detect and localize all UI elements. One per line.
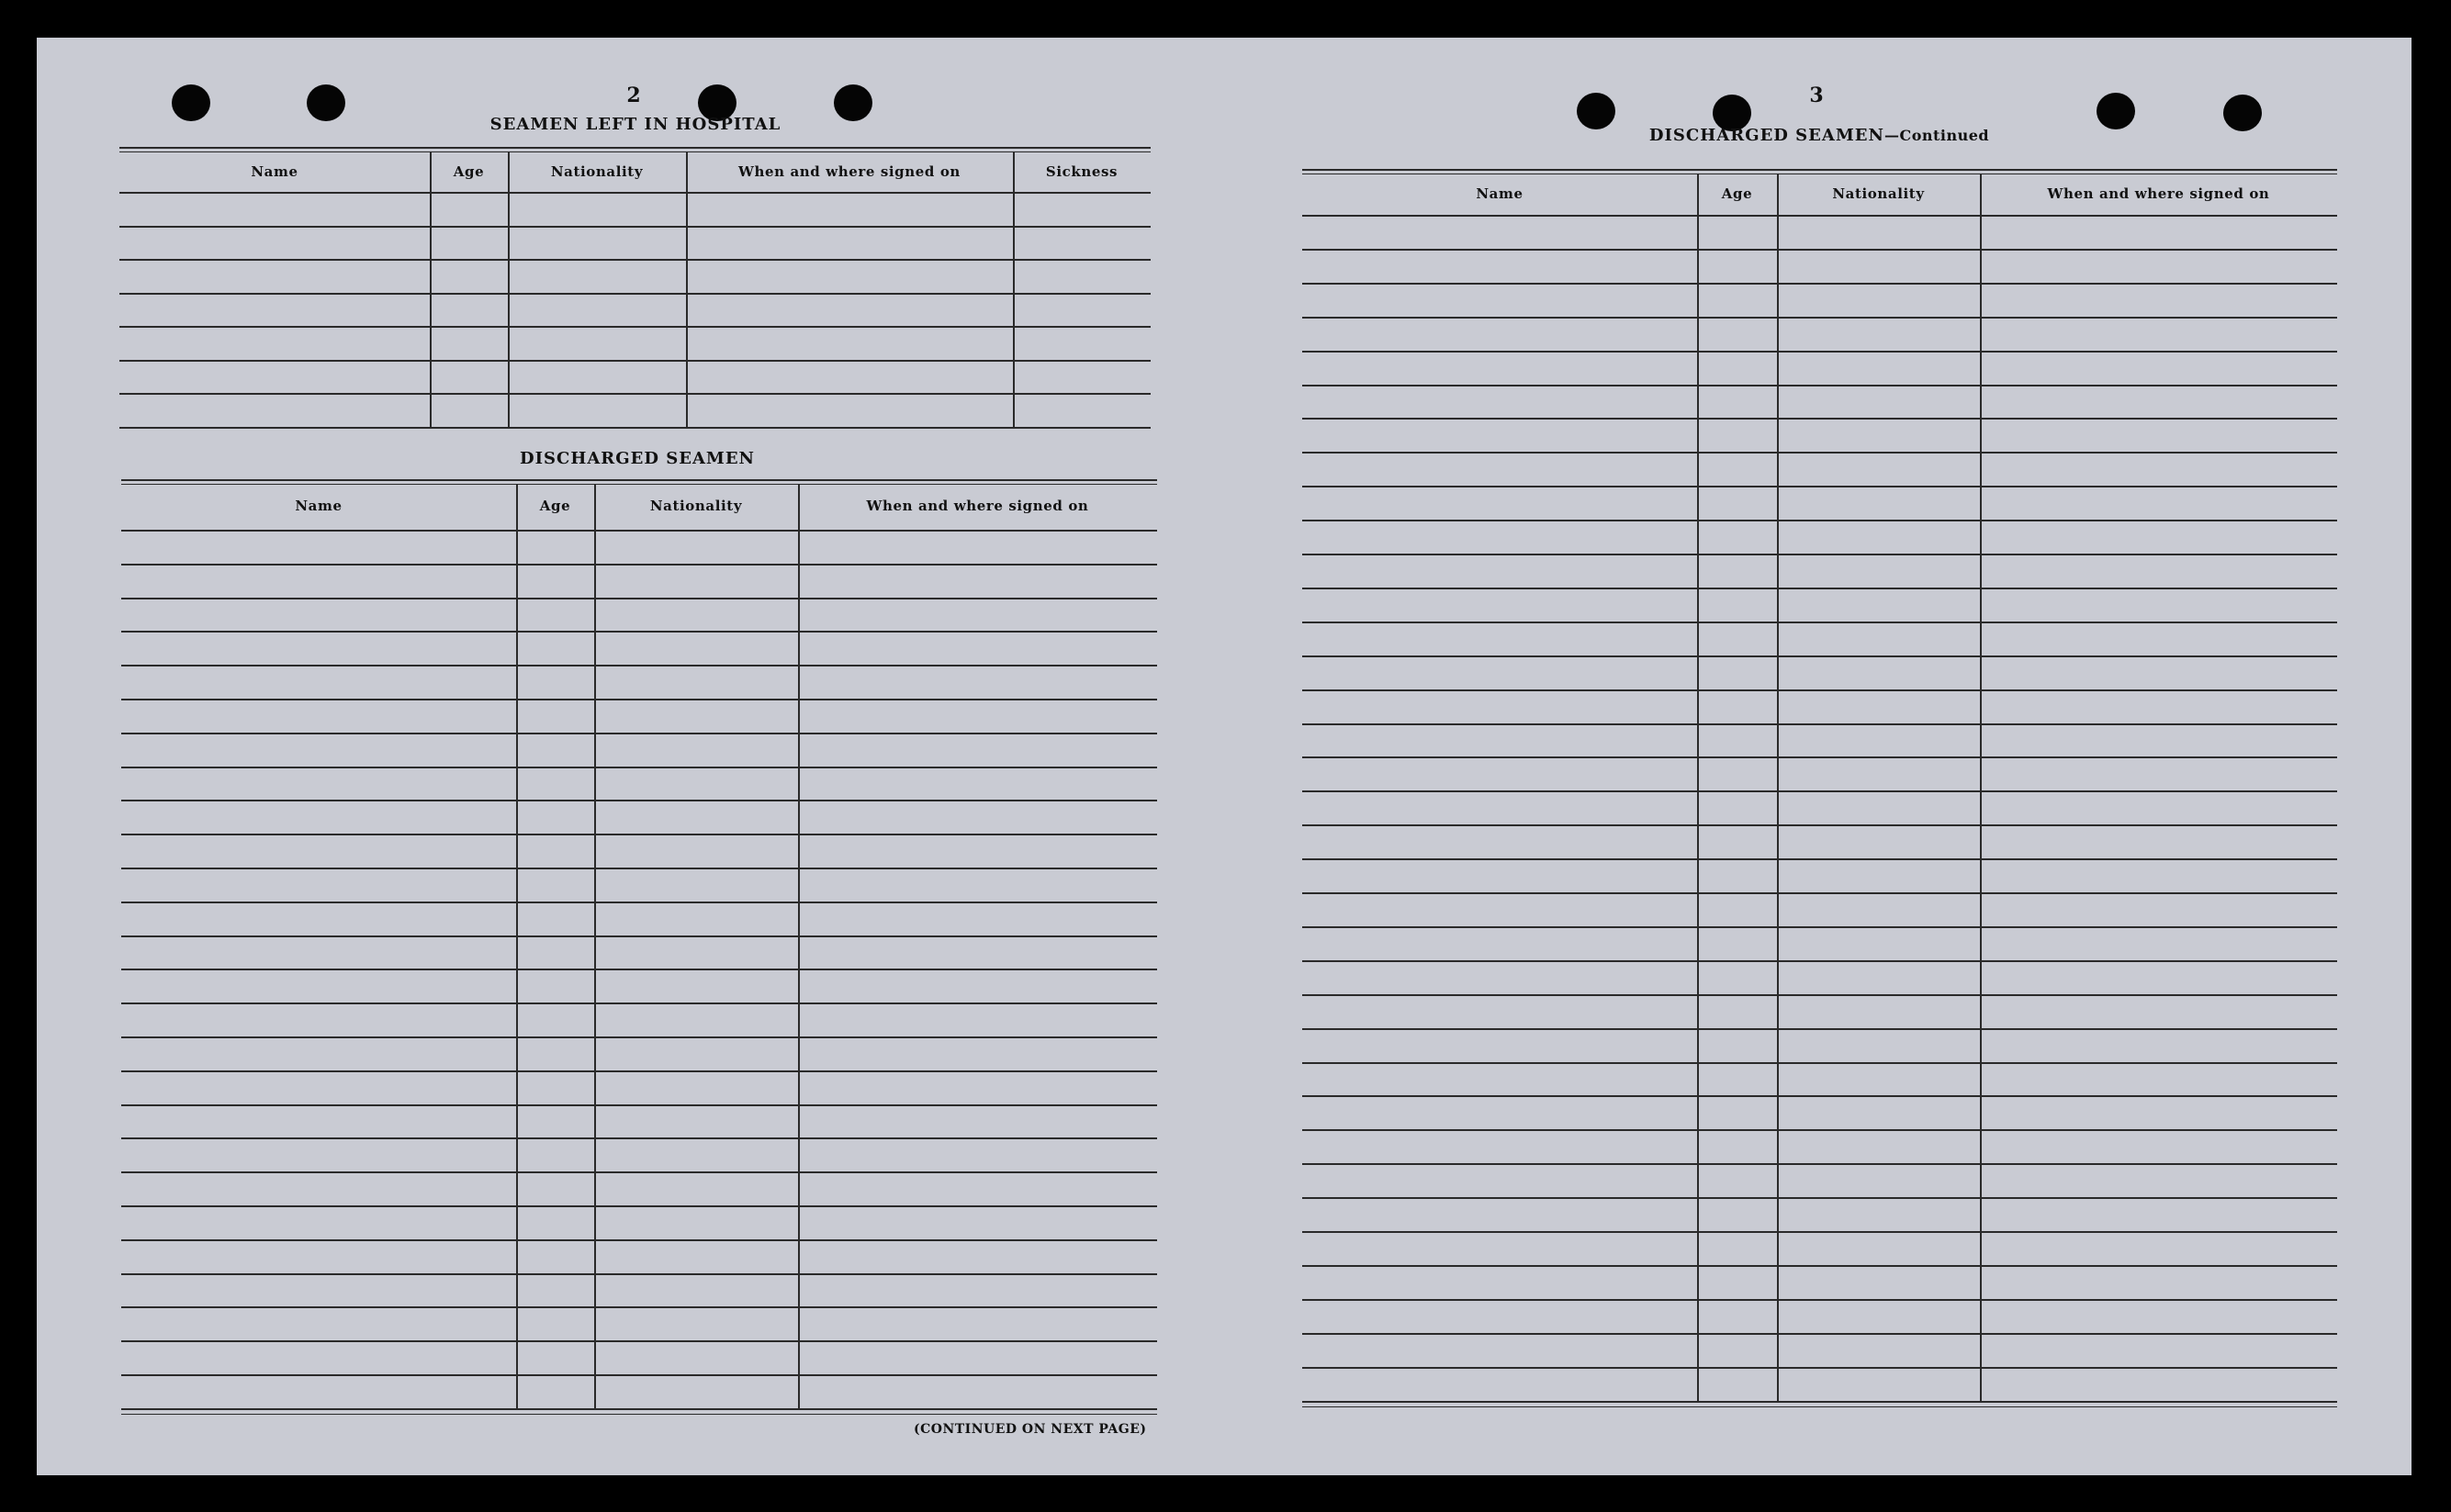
row-rule xyxy=(1302,418,2337,420)
row-rule xyxy=(121,699,1157,700)
table-bottom-rule xyxy=(1302,1406,2337,1407)
row-rule xyxy=(1302,249,2337,251)
row-rule xyxy=(1302,385,2337,386)
row-rule xyxy=(121,1137,1157,1139)
row-rule xyxy=(1302,1231,2337,1233)
row-rule xyxy=(1302,588,2337,589)
discharged-continued-title-main: DISCHARGED SEAMEN xyxy=(1648,126,1884,145)
punch-hole xyxy=(834,84,872,121)
row-rule xyxy=(1302,1367,2337,1369)
row-rule xyxy=(121,665,1157,666)
row-rule xyxy=(1302,1129,2337,1131)
column-header: When and where signed on xyxy=(738,163,961,180)
row-rule xyxy=(121,1104,1157,1106)
row-rule xyxy=(121,1171,1157,1173)
column-divider xyxy=(430,152,432,427)
row-rule xyxy=(1302,756,2337,758)
row-rule xyxy=(119,360,1151,362)
row-rule xyxy=(121,1070,1157,1072)
punch-hole xyxy=(1577,93,1615,129)
row-rule xyxy=(121,1273,1157,1275)
row-rule xyxy=(121,935,1157,937)
row-rule xyxy=(1302,486,2337,487)
discharged-section-title: DISCHARGED SEAMEN xyxy=(519,449,756,468)
row-rule xyxy=(1302,1095,2337,1097)
row-rule xyxy=(1302,858,2337,860)
punch-hole xyxy=(2223,95,2262,131)
row-rule xyxy=(1302,1028,2337,1030)
row-rule xyxy=(1302,790,2337,792)
row-rule xyxy=(1302,655,2337,657)
column-header: Age xyxy=(1721,185,1753,202)
column-header: Nationality xyxy=(550,163,644,180)
column-divider xyxy=(594,485,596,1408)
row-rule xyxy=(1302,351,2337,353)
row-rule xyxy=(121,800,1157,801)
row-rule xyxy=(121,902,1157,903)
punch-hole xyxy=(172,84,210,121)
hospital-table xyxy=(119,147,1151,473)
column-header: Sickness xyxy=(1045,163,1119,180)
row-rule xyxy=(1302,317,2337,319)
row-rule xyxy=(119,226,1151,228)
row-rule xyxy=(119,293,1151,295)
row-rule xyxy=(121,1036,1157,1038)
table-top-rule xyxy=(1302,169,2337,171)
row-rule xyxy=(1302,1299,2337,1301)
discharged-continued-title xyxy=(1649,126,1989,145)
row-rule xyxy=(121,767,1157,768)
punch-hole xyxy=(307,84,345,121)
row-rule xyxy=(1302,520,2337,521)
row-rule xyxy=(119,326,1151,328)
column-header: When and where signed on xyxy=(2047,185,2270,202)
column-header: Age xyxy=(539,498,571,514)
row-rule xyxy=(121,1239,1157,1241)
row-rule xyxy=(1302,824,2337,826)
row-rule xyxy=(1302,689,2337,691)
column-divider xyxy=(508,152,510,427)
column-divider xyxy=(1777,174,1779,1401)
continued-note: (CONTINUED ON NEXT PAGE) xyxy=(914,1422,1147,1437)
table-top-rule xyxy=(119,147,1151,149)
discharged-continued-table xyxy=(1302,169,2337,1419)
discharged-table xyxy=(121,479,1157,1428)
row-rule xyxy=(121,834,1157,835)
row-rule xyxy=(1302,1197,2337,1199)
table-top-rule xyxy=(121,484,1157,485)
row-rule xyxy=(121,868,1157,869)
row-rule xyxy=(121,1374,1157,1376)
row-rule xyxy=(1302,283,2337,285)
column-divider xyxy=(1980,174,1982,1401)
row-rule xyxy=(121,1205,1157,1207)
table-bottom-rule xyxy=(121,1414,1157,1415)
punch-hole xyxy=(2097,93,2135,129)
row-rule xyxy=(1302,892,2337,894)
column-header: Name xyxy=(295,498,343,514)
column-header: Name xyxy=(251,163,298,180)
column-header: Age xyxy=(453,163,485,180)
column-divider xyxy=(1697,174,1699,1401)
row-rule xyxy=(121,733,1157,734)
header-bottom-rule xyxy=(119,192,1151,194)
table-top-rule xyxy=(119,151,1151,152)
row-rule xyxy=(121,598,1157,599)
row-rule xyxy=(121,1002,1157,1004)
discharged-continued-title-suffix: —Continued xyxy=(1883,127,1990,144)
row-rule xyxy=(1302,1265,2337,1267)
column-header: Name xyxy=(1476,185,1523,202)
row-rule xyxy=(121,631,1157,633)
row-rule xyxy=(119,393,1151,395)
header-bottom-rule xyxy=(1302,215,2337,217)
column-divider xyxy=(1013,152,1015,427)
row-rule xyxy=(119,259,1151,261)
row-rule xyxy=(1302,452,2337,454)
row-rule xyxy=(1302,1401,2337,1403)
row-rule xyxy=(1302,554,2337,555)
hospital-section-title: SEAMEN LEFT IN HOSPITAL xyxy=(489,115,781,134)
ledger-sheet xyxy=(37,38,2412,1475)
column-header: Nationality xyxy=(1832,185,1925,202)
column-divider xyxy=(798,485,800,1408)
page-number-right: 3 xyxy=(1809,84,1824,107)
column-divider xyxy=(516,485,518,1408)
row-rule xyxy=(1302,1333,2337,1335)
row-rule xyxy=(119,427,1151,429)
row-rule xyxy=(1302,994,2337,996)
page-number-left: 2 xyxy=(626,84,641,107)
column-header: When and where signed on xyxy=(866,498,1089,514)
table-top-rule xyxy=(121,479,1157,481)
row-rule xyxy=(121,1340,1157,1342)
row-rule xyxy=(1302,926,2337,928)
row-rule xyxy=(1302,960,2337,962)
row-rule xyxy=(121,1408,1157,1410)
row-rule xyxy=(121,1306,1157,1308)
row-rule xyxy=(1302,723,2337,725)
row-rule xyxy=(121,564,1157,566)
header-bottom-rule xyxy=(121,530,1157,532)
row-rule xyxy=(1302,1062,2337,1064)
column-divider xyxy=(686,152,688,427)
row-rule xyxy=(121,969,1157,970)
row-rule xyxy=(1302,622,2337,623)
row-rule xyxy=(1302,1163,2337,1165)
column-header: Nationality xyxy=(649,498,743,514)
